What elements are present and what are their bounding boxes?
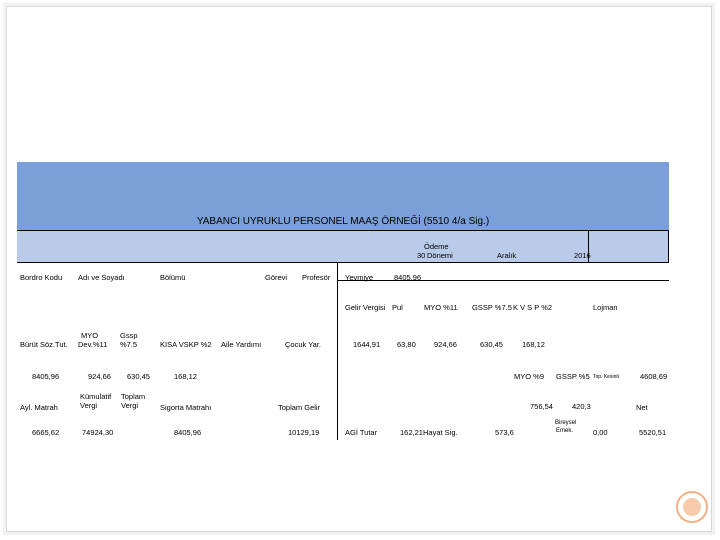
sigorta-matrahi-label: Sigorta Matrahı [160, 403, 212, 412]
year-value: 2016 [574, 251, 591, 260]
donemi-label: Dönemi [427, 251, 453, 260]
hayat-sig-value: 573,6 [495, 428, 514, 437]
kisa-value: 168,12 [174, 372, 197, 381]
myo-dev-value: 924,66 [88, 372, 111, 381]
gelir-vergisi-value: 1644,91 [353, 340, 381, 349]
ayl-matrah-value: 6665,62 [32, 428, 60, 437]
net-value: 5520,51 [639, 428, 667, 437]
page-title: YABANCI UYRUKLU PERSONEL MAAŞ ÖRNEĞİ (5510 4/a Sig.) [196, 216, 490, 227]
table-rule [337, 280, 669, 281]
kumulatif-line1: Kümulatif [80, 392, 112, 401]
gssp-label: GSSP %7.5 [472, 303, 512, 312]
table-divider [337, 262, 338, 440]
pul-label: Pul [392, 303, 403, 312]
kumulatif-value: 74924,30 [82, 428, 114, 437]
top-kesinti-label: Top. Kesinti [593, 374, 619, 380]
gorevi-label: Görevi [265, 273, 288, 282]
yevmiye-label: Yevmiye [345, 273, 374, 282]
pul-value: 63,80 [397, 340, 416, 349]
agi-value: 162,21 [400, 428, 423, 437]
kvsp-value: 168,12 [522, 340, 545, 349]
gssp-line2: %7.5 [120, 340, 138, 349]
myo9-label: MYO %9 [514, 372, 545, 381]
month-value: Aralık [497, 251, 517, 260]
adi-soyadi-label: Adı ve Soyadı [78, 273, 125, 282]
kisa-label: KISA VSKP %2 [160, 340, 212, 349]
hayat-sig-label: Hayat Sig. [423, 428, 458, 437]
lojman-label: Lojman [593, 303, 618, 312]
gorevi-value: Profesör [302, 273, 331, 282]
bireysel-line1: Bireysel [555, 420, 577, 426]
yevmiye-value: 8405,96 [394, 273, 422, 282]
title-banner [17, 162, 669, 230]
table-rule [17, 262, 669, 263]
bordro-kodu-label: Bordro Kodu [20, 273, 63, 282]
odeme-label: Ödeme [424, 242, 449, 251]
kvsp-label: K V S P %2 [513, 303, 553, 312]
donemi-value: 30 [417, 251, 426, 260]
gssp-dev-value: 630,45 [127, 372, 150, 381]
gssp-line1: Gssp [120, 331, 138, 340]
gssp5-value: 420,3 [572, 402, 591, 411]
gssp5-label: GSSP %5 [556, 372, 590, 381]
top-kesinti-value: 4608,69 [640, 372, 668, 381]
decorative-circle-inner [683, 498, 701, 516]
bolumu-label: Bölümü [160, 273, 186, 282]
gssp-value: 630,45 [480, 340, 503, 349]
cocuk-yardimi-label: Çocuk Yar. [285, 340, 321, 349]
agi-label: AGİ Tutar [345, 428, 378, 437]
gelir-vergisi-label: Gelir Vergisi [345, 303, 386, 312]
ayl-matrah-label: Ayl. Matrah [20, 403, 58, 412]
myo-line2: Dev.%11 [78, 340, 108, 349]
myo-label: MYO %11 [424, 303, 458, 312]
aile-yardimi-label: Aile Yardımı [221, 340, 262, 349]
bireysel-value: 0,00 [593, 428, 608, 437]
kumulatif-line2: Vergi [80, 401, 98, 410]
table-border-right [668, 230, 669, 262]
sigorta-matrahi-value: 8405,96 [174, 428, 202, 437]
myo9-value: 756,54 [530, 402, 553, 411]
brut-label: Bürüt Söz.Tut. [20, 340, 68, 349]
net-label: Net [636, 403, 648, 412]
toplam-gelir-value: 10129,19 [288, 428, 320, 437]
myo-value: 924,66 [434, 340, 457, 349]
toplam-gelir-label: Toplam Gelir [278, 403, 321, 412]
bireysel-line2: Emek. [556, 428, 574, 434]
myo-line1: MYO [81, 331, 99, 340]
brut-value: 8405,96 [32, 372, 60, 381]
toplam-line1: Toplam [121, 392, 146, 401]
toplam-line2: Vergi [121, 401, 139, 410]
table-border-top [17, 230, 669, 231]
